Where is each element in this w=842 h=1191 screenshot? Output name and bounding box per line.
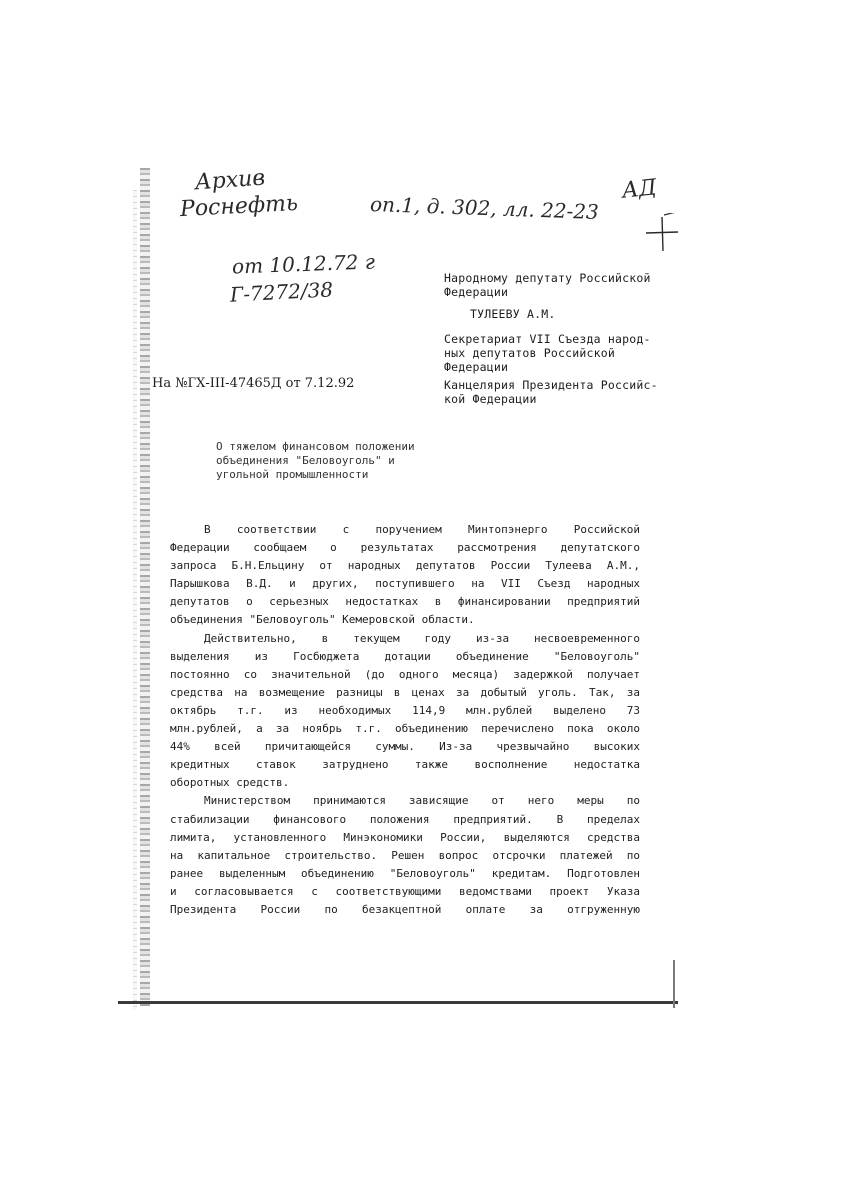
addressee-chancellery: Канцелярия Президента Российс- кой Федерации <box>444 378 658 406</box>
handwritten-archive-reference: оп.1, д. 302, лл. 22-23 <box>369 192 600 224</box>
body-line: октябрь т.г. из необходимых 114,9 млн.рублей выделено 73 <box>170 703 640 717</box>
body-line: кредитных ставок затруднено также восполнение недостатка <box>170 758 640 772</box>
scan-edge-bottom <box>118 1001 678 1004</box>
body-line: оборотных средств. <box>170 776 290 790</box>
letter-body <box>170 521 640 919</box>
reference-stamp: На №ГХ-III-47465Д от 7.12.92 <box>152 376 355 391</box>
body-line: В соответствии с поручением Минтопэнерго Российской <box>204 523 640 536</box>
handwritten-signature: АД <box>620 175 658 204</box>
body-line: Парышкова В.Д. и других, поступившего на VII Съезд народных <box>170 577 640 591</box>
body-line: средства на возмещение разницы в ценах за добытый уголь. Так, за <box>170 685 640 699</box>
handwritten-archive-note: Архив <box>194 165 266 196</box>
scan-edge-right <box>673 960 675 1008</box>
body-line: млн.рублей, а за ноябрь т.г. объединению перечислено пока около <box>170 722 640 736</box>
body-line: Федерации сообщаем о результатах рассмотрения депутатского <box>170 541 640 555</box>
body-line: стабилизации финансового положения предприятий. В пределах <box>170 812 640 826</box>
body-line: и согласовывается с соответствующими ведомствами проект Указа <box>170 884 640 898</box>
body-line: Действительно, в текущем году из-за несвоевременного <box>204 631 640 645</box>
addressee-name: ТУЛЕЕВУ А.М. <box>470 307 556 321</box>
body-line: ранее выделенным объединению "Беловоуголь" кредитам. Подготовлен <box>170 866 640 880</box>
body-line: Министерством принимаются зависящие от него меры по <box>204 794 640 808</box>
body-line: на капитальное строительство. Решен вопрос отсрочки платежей по <box>170 848 640 862</box>
body-line: постоянно со значительной (до одного месяца) задержкой получает <box>170 667 640 681</box>
body-line: запроса Б.Н.Ельцину от народных депутатов России Тулеева А.М., <box>170 559 640 573</box>
handwritten-number: Г-7272/38 <box>229 277 334 307</box>
body-line: депутатов о серьезных недостатках в финансировании предприятий <box>170 595 640 609</box>
handwritten-date: от 10.12.72 г <box>231 249 376 279</box>
scan-edge-left <box>140 168 150 1006</box>
body-line: Президента России по безакцептной оплате за отгруженную <box>170 902 640 916</box>
body-line: лимита, установленного Минэкономики России, выделяются средства <box>170 830 640 844</box>
addressee-secretariat: Секретариат VII Съезда народ- ных депутатов Российской Федерации <box>444 332 651 374</box>
body-line: выделения из Госбюджета дотации объединение "Беловоуголь" <box>170 649 640 663</box>
scan-edge-left-shadow <box>133 190 137 1010</box>
letter-subject: О тяжелом финансовом положении объединения "Беловоуголь" и угольной промышленности <box>216 440 415 481</box>
addressee-deputy: Народному депутату Российской Федерации <box>444 271 651 299</box>
body-line: объединения "Беловоуголь" Кемеровской области. <box>170 613 475 627</box>
handwritten-organization-note: Роснефть <box>179 190 299 223</box>
body-line: 44% всей причитающейся суммы. Из-за чрезвычайно высоких <box>170 740 640 754</box>
handwritten-cross-mark <box>642 213 682 253</box>
